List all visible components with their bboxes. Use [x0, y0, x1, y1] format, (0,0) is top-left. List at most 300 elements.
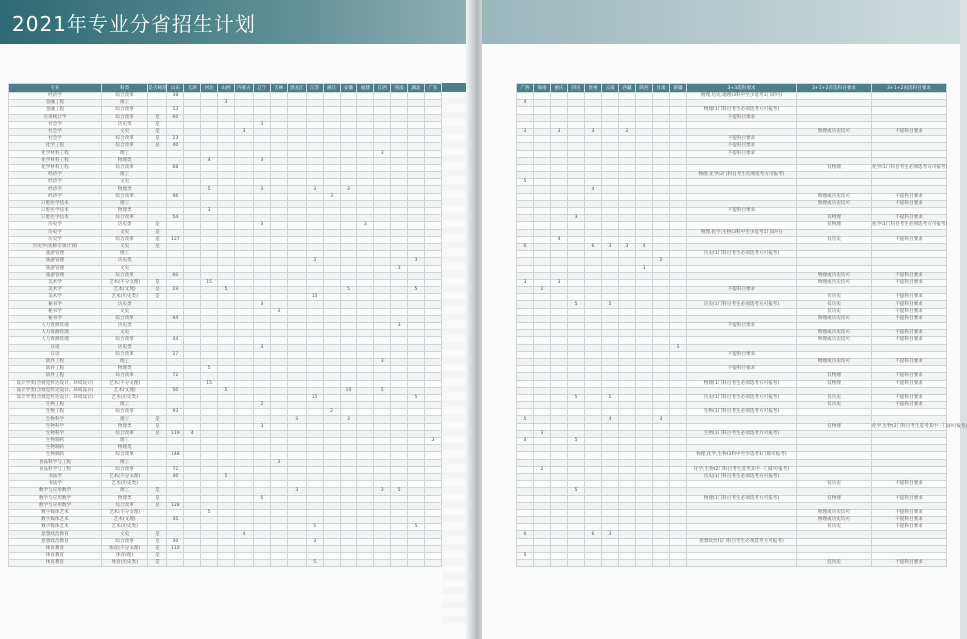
table-cell	[340, 157, 357, 164]
table-cell	[424, 344, 441, 351]
table-cell	[653, 243, 670, 250]
table-cell	[148, 107, 167, 114]
table-cell	[534, 157, 551, 164]
table-cell: 4	[551, 236, 568, 243]
table-cell	[374, 265, 391, 272]
table-cell	[636, 524, 653, 531]
table-cell	[340, 337, 357, 344]
table-cell: 4	[517, 100, 534, 107]
table-cell	[184, 459, 201, 466]
table-cell	[551, 229, 568, 236]
table-cell	[270, 560, 287, 567]
table-cell	[670, 538, 687, 545]
table-cell	[201, 538, 218, 545]
table-cell: 5	[306, 524, 323, 531]
table-cell	[551, 502, 568, 509]
table-cell	[585, 344, 602, 351]
table-row	[517, 459, 947, 466]
table-cell	[408, 553, 425, 560]
table-cell	[602, 265, 619, 272]
table-row	[517, 243, 947, 250]
table-cell	[270, 114, 287, 121]
table-row	[9, 337, 442, 344]
table-row	[9, 294, 442, 301]
table-cell	[872, 438, 947, 445]
table-cell: 3	[408, 258, 425, 265]
table-cell	[619, 136, 636, 143]
table-cell	[391, 473, 408, 480]
table-cell: 旅游管理	[9, 251, 102, 258]
table-cell	[148, 265, 167, 272]
table-cell: 物理或历史均可	[797, 358, 872, 365]
table-cell: 3	[287, 488, 306, 495]
table-cell	[323, 208, 340, 215]
table-cell	[653, 186, 670, 193]
table-cell	[374, 344, 391, 351]
table-cell	[602, 236, 619, 243]
table-cell: 物理类	[101, 157, 147, 164]
table-cell	[287, 394, 306, 401]
table-cell	[234, 179, 253, 186]
table-cell	[424, 560, 441, 567]
table-cell	[323, 495, 340, 502]
table-cell: 应用统计学	[9, 114, 102, 121]
table-cell: 综合改革	[101, 502, 147, 509]
table-cell: 不提科目要求	[687, 323, 797, 330]
table-cell	[670, 222, 687, 229]
table-cell	[391, 315, 408, 322]
table-cell	[270, 330, 287, 337]
table-cell	[184, 373, 201, 380]
table-cell	[424, 287, 441, 294]
table-cell	[340, 164, 357, 171]
table-cell	[687, 330, 797, 337]
table-cell	[619, 315, 636, 322]
table-cell: 3	[253, 301, 270, 308]
table-cell	[551, 114, 568, 121]
table-cell	[340, 502, 357, 509]
table-cell	[653, 315, 670, 322]
table-cell: 理工	[101, 200, 147, 207]
table-cell	[585, 509, 602, 516]
table-cell	[534, 193, 551, 200]
table-cell: 3	[619, 243, 636, 250]
table-cell: 生物科学	[9, 423, 102, 430]
table-row	[9, 481, 442, 488]
table-cell: 文史	[101, 330, 147, 337]
table-cell: 经济学	[9, 93, 102, 100]
table-cell	[551, 344, 568, 351]
table-cell: 食品科学与工程	[9, 466, 102, 473]
table-row	[9, 251, 442, 258]
table-cell	[534, 308, 551, 315]
table-cell	[323, 128, 340, 135]
table-cell	[234, 100, 253, 107]
table-cell	[201, 193, 218, 200]
table-cell: 是	[148, 294, 167, 301]
table-cell	[270, 272, 287, 279]
table-cell	[568, 452, 585, 459]
table-cell	[306, 143, 323, 150]
table-cell	[517, 452, 534, 459]
table-cell: 综合改革	[101, 193, 147, 200]
table-cell	[201, 323, 218, 330]
table-cell	[797, 430, 872, 437]
table-cell	[568, 143, 585, 150]
table-cell	[602, 423, 619, 430]
table-cell: 72	[167, 466, 184, 473]
table-cell	[287, 387, 306, 394]
table-cell	[653, 172, 670, 179]
table-cell	[551, 481, 568, 488]
table-cell	[534, 553, 551, 560]
table-cell	[323, 466, 340, 473]
table-cell: 化学,生物(2门科目考生选考其中一门即可报考)	[687, 466, 797, 473]
table-cell	[374, 308, 391, 315]
table-cell	[340, 330, 357, 337]
table-cell	[391, 358, 408, 365]
table-cell	[253, 553, 270, 560]
table-row	[517, 279, 947, 286]
table-cell	[551, 121, 568, 128]
table-row	[517, 251, 947, 258]
table-row	[9, 287, 442, 294]
table-cell	[653, 366, 670, 373]
table-cell	[306, 157, 323, 164]
table-cell	[374, 179, 391, 186]
table-cell	[797, 157, 872, 164]
table-cell	[568, 308, 585, 315]
table-cell	[424, 445, 441, 452]
table-cell	[270, 208, 287, 215]
table-cell: 体育教育	[9, 545, 102, 552]
table-cell	[797, 445, 872, 452]
table-cell	[201, 344, 218, 351]
table-cell	[619, 553, 636, 560]
table-cell: 社会学	[9, 136, 102, 143]
table-cell	[568, 531, 585, 538]
table-cell	[184, 394, 201, 401]
table-cell	[270, 509, 287, 516]
table-cell: 是	[148, 495, 167, 502]
table-cell	[687, 402, 797, 409]
table-row	[517, 337, 947, 344]
table-cell	[287, 157, 306, 164]
table-cell	[653, 351, 670, 358]
table-cell	[184, 143, 201, 150]
table-cell	[636, 358, 653, 365]
table-cell: 综合改革	[101, 538, 147, 545]
table-cell	[184, 114, 201, 121]
table-cell: 72	[167, 373, 184, 380]
table-cell	[306, 481, 323, 488]
table-cell: 3	[424, 438, 441, 445]
table-cell	[653, 473, 670, 480]
table-cell	[270, 538, 287, 545]
table-cell	[167, 186, 184, 193]
table-cell	[253, 172, 270, 179]
table-cell	[357, 157, 374, 164]
table-cell	[234, 258, 253, 265]
table-cell	[391, 128, 408, 135]
table-cell	[424, 430, 441, 437]
table-cell: 不提科目要求	[687, 366, 797, 373]
table-cell	[218, 380, 235, 387]
table-cell	[551, 323, 568, 330]
table-cell	[253, 208, 270, 215]
table-cell	[619, 229, 636, 236]
table-cell: 生物(1门科目考生必须选考方可报考)	[687, 430, 797, 437]
table-cell: 5	[218, 287, 235, 294]
table-cell	[167, 258, 184, 265]
table-cell	[670, 337, 687, 344]
table-cell	[653, 553, 670, 560]
table-cell	[653, 200, 670, 207]
table-cell	[234, 114, 253, 121]
table-cell	[270, 136, 287, 143]
table-cell	[670, 164, 687, 171]
table-cell	[357, 409, 374, 416]
table-cell: 2	[619, 128, 636, 135]
table-cell	[234, 524, 253, 531]
table-cell	[270, 164, 287, 171]
table-cell: 理工	[101, 358, 147, 365]
table-cell	[357, 287, 374, 294]
table-cell	[585, 409, 602, 416]
table-cell	[323, 143, 340, 150]
table-cell: 体育(不分文理)	[101, 545, 147, 552]
table-cell	[234, 402, 253, 409]
table-cell	[585, 560, 602, 567]
table-cell	[218, 495, 235, 502]
table-row	[517, 330, 947, 337]
table-cell	[323, 251, 340, 258]
table-cell	[551, 265, 568, 272]
table-cell	[653, 358, 670, 365]
table-cell	[374, 330, 391, 337]
table-cell	[201, 136, 218, 143]
table-cell	[636, 330, 653, 337]
table-cell	[306, 100, 323, 107]
table-cell	[253, 143, 270, 150]
table-cell	[253, 416, 270, 423]
table-cell	[374, 294, 391, 301]
table-cell	[670, 172, 687, 179]
table-cell: 3	[357, 222, 374, 229]
table-cell	[619, 301, 636, 308]
table-cell	[184, 366, 201, 373]
table-cell	[184, 287, 201, 294]
table-cell	[167, 308, 184, 315]
table-cell	[357, 172, 374, 179]
table-cell	[517, 373, 534, 380]
table-cell	[340, 402, 357, 409]
table-cell	[517, 200, 534, 207]
table-cell: 仅历史	[797, 524, 872, 531]
table-cell: 仅物理	[797, 215, 872, 222]
table-cell	[872, 344, 947, 351]
table-cell: 5	[670, 344, 687, 351]
table-cell	[797, 179, 872, 186]
table-cell: 是	[148, 143, 167, 150]
table-cell	[424, 466, 441, 473]
table-cell	[270, 517, 287, 524]
table-cell	[408, 243, 425, 250]
table-cell	[602, 488, 619, 495]
table-cell	[201, 445, 218, 452]
table-cell	[670, 208, 687, 215]
table-cell	[270, 121, 287, 128]
table-cell	[670, 150, 687, 157]
table-cell	[636, 459, 653, 466]
table-cell	[391, 279, 408, 286]
table-cell: 3	[253, 157, 270, 164]
table-cell	[167, 481, 184, 488]
table-cell	[653, 495, 670, 502]
table-cell	[340, 553, 357, 560]
table-cell	[602, 445, 619, 452]
table-cell	[602, 114, 619, 121]
table-cell	[534, 344, 551, 351]
table-cell	[323, 323, 340, 330]
table-row	[517, 143, 947, 150]
table-cell	[184, 409, 201, 416]
table-continuation	[442, 83, 466, 628]
table-cell	[551, 387, 568, 394]
column-header: 河北	[201, 84, 218, 93]
table-cell	[306, 308, 323, 315]
table-cell	[374, 301, 391, 308]
table-row	[9, 193, 442, 200]
table-cell	[201, 172, 218, 179]
table-cell: 综合改革	[101, 236, 147, 243]
table-cell	[287, 423, 306, 430]
table-cell	[306, 409, 323, 416]
table-cell: 口腔医学技术	[9, 215, 102, 222]
table-cell	[253, 107, 270, 114]
table-cell	[184, 128, 201, 135]
table-cell	[218, 150, 235, 157]
table-cell	[424, 136, 441, 143]
table-cell	[374, 128, 391, 135]
table-cell	[234, 553, 253, 560]
table-cell	[619, 330, 636, 337]
table-cell	[184, 229, 201, 236]
table-cell	[148, 308, 167, 315]
table-cell: 不提科目要求	[872, 200, 947, 207]
table-cell	[687, 358, 797, 365]
table-cell	[306, 531, 323, 538]
table-cell: 3	[253, 344, 270, 351]
table-cell	[602, 172, 619, 179]
table-cell	[167, 509, 184, 516]
table-cell	[568, 193, 585, 200]
table-cell	[234, 459, 253, 466]
table-cell: 2	[653, 258, 670, 265]
table-cell	[374, 243, 391, 250]
table-cell	[270, 553, 287, 560]
table-cell	[534, 143, 551, 150]
table-cell	[306, 545, 323, 552]
table-cell	[687, 164, 797, 171]
table-cell	[323, 380, 340, 387]
table-cell: 15	[201, 279, 218, 286]
table-cell: 物理或历史均可	[797, 330, 872, 337]
table-cell	[253, 438, 270, 445]
table-cell	[424, 409, 441, 416]
table-cell	[602, 459, 619, 466]
table-cell	[408, 517, 425, 524]
table-cell	[568, 402, 585, 409]
table-cell	[253, 279, 270, 286]
table-row	[9, 553, 442, 560]
table-cell	[287, 466, 306, 473]
table-cell: 不提科目要求	[872, 337, 947, 344]
table-cell	[619, 193, 636, 200]
table-cell	[340, 430, 357, 437]
table-cell	[340, 380, 357, 387]
table-row	[9, 459, 442, 466]
table-cell	[551, 438, 568, 445]
table-cell	[287, 229, 306, 236]
table-cell: 3	[270, 308, 287, 315]
table-cell	[201, 150, 218, 157]
table-cell	[287, 215, 306, 222]
table-cell	[340, 301, 357, 308]
table-cell	[391, 409, 408, 416]
table-cell	[670, 215, 687, 222]
table-cell	[517, 351, 534, 358]
table-cell	[167, 560, 184, 567]
table-cell	[602, 560, 619, 567]
table-cell	[234, 337, 253, 344]
table-cell	[357, 459, 374, 466]
table-cell	[653, 208, 670, 215]
table-cell	[687, 200, 797, 207]
table-cell	[636, 337, 653, 344]
table-cell	[234, 409, 253, 416]
table-cell: 综合改革	[101, 272, 147, 279]
table-cell: 生物制药	[9, 452, 102, 459]
table-cell	[534, 538, 551, 545]
table-cell	[872, 430, 947, 437]
table-cell	[517, 473, 534, 480]
table-cell	[323, 560, 340, 567]
table-cell	[568, 560, 585, 567]
table-row	[517, 423, 947, 430]
table-cell	[374, 136, 391, 143]
table-cell	[306, 107, 323, 114]
table-cell: 文史	[101, 265, 147, 272]
table-cell	[602, 495, 619, 502]
table-cell	[148, 186, 167, 193]
table-cell: 5	[517, 179, 534, 186]
table-cell	[534, 416, 551, 423]
table-row	[9, 200, 442, 207]
table-cell	[218, 172, 235, 179]
table-cell	[424, 509, 441, 516]
table-cell	[551, 308, 568, 315]
table-cell	[534, 222, 551, 229]
table-cell	[424, 208, 441, 215]
table-cell	[602, 438, 619, 445]
table-cell	[218, 373, 235, 380]
table-cell	[218, 265, 235, 272]
table-cell	[687, 265, 797, 272]
table-cell	[391, 466, 408, 473]
table-cell	[619, 452, 636, 459]
table-cell	[408, 208, 425, 215]
